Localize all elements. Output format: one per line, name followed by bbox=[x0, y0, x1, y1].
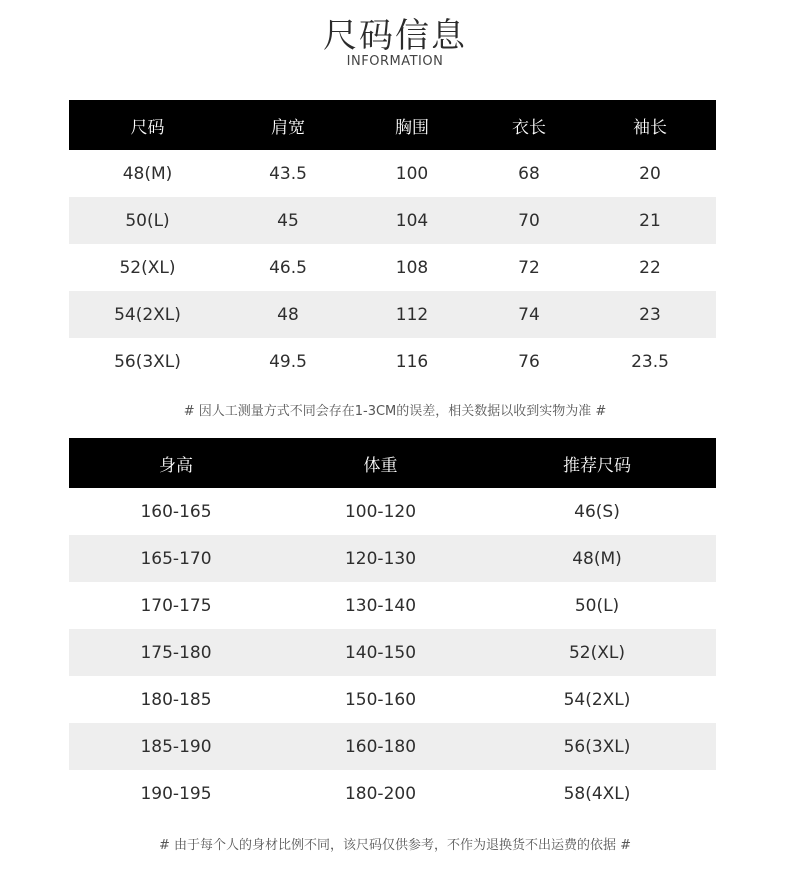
table-row bbox=[69, 488, 716, 535]
table-cell: 46.5 bbox=[269, 257, 307, 278]
table-row bbox=[69, 197, 716, 244]
header-height: 身高 bbox=[69, 438, 283, 488]
table-cell: 170-175 bbox=[140, 595, 212, 616]
table-cell: 23.5 bbox=[631, 351, 669, 372]
table-cell: 76 bbox=[518, 351, 540, 372]
size-table-header-row bbox=[69, 100, 716, 150]
recommendation-table bbox=[69, 438, 716, 817]
table-cell: 54(2XL) bbox=[563, 689, 631, 710]
header-weight: 体重 bbox=[283, 438, 478, 488]
table-cell: 70 bbox=[474, 197, 584, 244]
table-cell: 190-195 bbox=[140, 783, 212, 804]
table-cell: 23 bbox=[584, 291, 716, 338]
table-cell: 48(M) bbox=[478, 535, 716, 582]
table-cell: 100-120 bbox=[344, 501, 417, 522]
measurement-note: # 因人工测量方式不同会存在1-3CM的误差，相关数据以收到实物为准 # bbox=[183, 404, 607, 419]
header-recommended-size: 推荐尺码 bbox=[478, 438, 716, 488]
size-disclaimer-note: # 由于每个人的身材比例不同，该尺码仅供参考，不作为退换货不出运费的依据 # bbox=[158, 838, 632, 853]
table-cell: 56(3XL) bbox=[114, 351, 181, 372]
table-cell: 72 bbox=[518, 257, 540, 278]
table-cell: 22 bbox=[639, 257, 661, 278]
table-cell: 180-200 bbox=[344, 783, 417, 804]
table-cell: 68 bbox=[518, 163, 540, 184]
page-subtitle: INFORMATION bbox=[346, 54, 444, 69]
table-cell: 43.5 bbox=[269, 163, 307, 184]
table-row bbox=[69, 676, 716, 723]
header-size: 尺码 bbox=[69, 100, 226, 150]
table-cell: 46(S) bbox=[574, 501, 620, 522]
table-cell: 175-180 bbox=[69, 629, 283, 676]
table-row bbox=[69, 535, 716, 582]
table-cell: 120-130 bbox=[283, 535, 478, 582]
table-cell: 56(3XL) bbox=[478, 723, 716, 770]
table-cell: 116 bbox=[395, 351, 429, 372]
table-cell: 140-150 bbox=[283, 629, 478, 676]
table-row bbox=[69, 582, 716, 629]
header-shoulder: 肩宽 bbox=[226, 100, 350, 150]
table-cell: 185-190 bbox=[69, 723, 283, 770]
table-cell: 50(L) bbox=[69, 197, 226, 244]
table-row bbox=[69, 629, 716, 676]
size-table bbox=[69, 100, 716, 385]
table-cell: 48 bbox=[226, 291, 350, 338]
table-row bbox=[69, 244, 716, 291]
header-chest: 胸围 bbox=[350, 100, 474, 150]
table-cell: 130-140 bbox=[344, 595, 417, 616]
table-cell: 180-185 bbox=[140, 689, 212, 710]
table-row bbox=[69, 723, 716, 770]
table-cell: 150-160 bbox=[344, 689, 417, 710]
table-cell: 112 bbox=[350, 291, 474, 338]
table-cell: 165-170 bbox=[69, 535, 283, 582]
table-cell: 50(L) bbox=[574, 595, 620, 616]
table-cell: 52(XL) bbox=[119, 257, 176, 278]
page-title: 尺码信息 bbox=[323, 16, 467, 56]
table-cell: 21 bbox=[584, 197, 716, 244]
table-row bbox=[69, 291, 716, 338]
table-cell: 108 bbox=[395, 257, 429, 278]
table-cell: 54(2XL) bbox=[69, 291, 226, 338]
table-cell: 74 bbox=[474, 291, 584, 338]
table-cell: 160-165 bbox=[140, 501, 212, 522]
table-cell: 58(4XL) bbox=[563, 783, 631, 804]
rec-table-header-row bbox=[69, 438, 716, 488]
table-row bbox=[69, 150, 716, 197]
table-cell: 100 bbox=[395, 163, 429, 184]
table-cell: 49.5 bbox=[269, 351, 307, 372]
table-cell: 160-180 bbox=[283, 723, 478, 770]
table-cell: 48(M) bbox=[122, 163, 173, 184]
header-length: 衣长 bbox=[474, 100, 584, 150]
header-sleeve: 袖长 bbox=[584, 100, 716, 150]
table-cell: 52(XL) bbox=[478, 629, 716, 676]
table-row bbox=[69, 338, 716, 385]
table-cell: 45 bbox=[226, 197, 350, 244]
table-cell: 20 bbox=[639, 163, 661, 184]
table-row bbox=[69, 770, 716, 817]
table-cell: 104 bbox=[350, 197, 474, 244]
